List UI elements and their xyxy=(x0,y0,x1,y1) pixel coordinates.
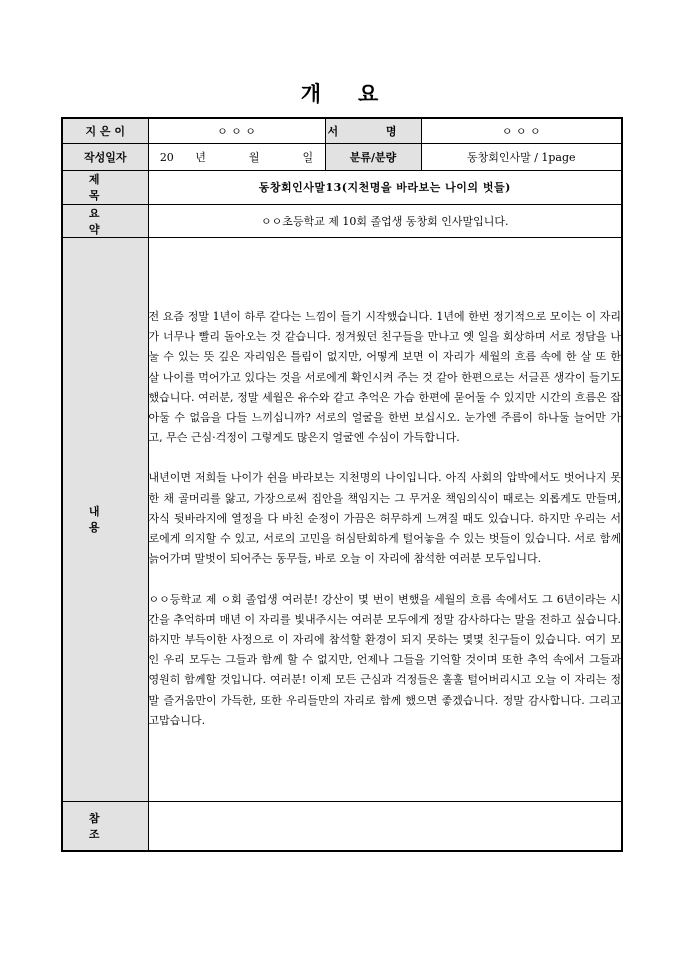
content-row xyxy=(62,237,622,801)
date-label: 작성일자 xyxy=(62,143,148,170)
category-label: 분류/분량 xyxy=(325,143,421,170)
subject-row xyxy=(62,170,622,204)
reference-label: 참 조 xyxy=(62,801,148,851)
content-paragraph-1: 전 요즘 정말 1년이 하루 같다는 느낌이 들기 시작했습니다. 1년에 한번 정기적으로 모이는 이 자리가 너무나 빨리 돌아오는 것 같습니다. 정겨웠던 친구들을 만나고 옛 일을 회상하며 서로 정담을 나눌 수 있는 뜻 깊은 자리임은 틀림이 없지만, 어떻게 보면 이 자리가 세월의 흐름 속에 한 살 또 한 살 나이를 먹어가고 있다는 것을 서로에게 확인시켜 주는 것 같아 한편으로는 서글픈 생각이 들기도 했습니다. 여러분, 정말 세월은 유수와 같고 추억은 가슴 한편에 묻어둘 수 있지만 시간의 흐름은 잡아둘 수 없음을 다들 느끼십니까? 서로의 얼굴을 한번 보십시오. 눈가엔 주름이 하나둘 늘어만 가고, 무슨 근심·걱정이 그렇게도 많은지 얼굴엔 수심이 가득합니다. xyxy=(148,310,621,445)
page-title xyxy=(0,78,680,108)
page-title-char-2: 요 xyxy=(358,81,380,106)
content-paragraph-3: ㅇㅇ등학교 제 ㅇ회 졸업생 여러분! 강산이 몇 번이 변했을 세월의 흐름 속에서도 그 6년이라는 시간을 추억하며 매년 이 자리를 빛내주시는 여러분 모두에게 정말 감사하다는 말을 전하고 싶습니다. 하지만 부득이한 사정으로 이 자리에 참석할 환경이 되지 못하는 몇몇 친구들이 있습니다. 여기 모인 우리 모두는 그들과 함께 할 수 없지만, 언제나 그들을 기억할 것이며 또한 추억 속에서 그들과 영원히 함께할 것입니다. 여러분! 이제 모든 근심과 걱정들은 훌훌 털어버리시고 오늘 이 자리는 정말 즐거움만이 가득한, 또한 우리들만의 자리로 함께 했으면 좋겠습니다. 정말 감사합니다. 그리고 고맙습니다. xyxy=(148,592,621,727)
subject-label: 제 목 xyxy=(62,170,148,204)
content-body xyxy=(148,237,622,801)
reference-row xyxy=(62,801,622,851)
summary-row xyxy=(62,204,622,237)
category-value: 동창회인사말 / 1page xyxy=(421,143,622,170)
summary-value: ㅇㅇ초등학교 제 10회 졸업생 동창회 인사말입니다. xyxy=(148,204,622,237)
content-label: 내 용 xyxy=(62,237,148,801)
date-row xyxy=(62,143,622,170)
reference-value xyxy=(148,801,622,851)
author-value: ㅇ ㅇ ㅇ xyxy=(148,118,325,143)
author-row xyxy=(62,118,622,143)
author-label: 지 은 이 xyxy=(62,118,148,143)
date-value: 20 년 월 일 xyxy=(148,143,325,170)
page-title-char-1: 개 xyxy=(300,81,322,106)
signature-value: ㅇ ㅇ ㅇ xyxy=(421,118,622,143)
signature-label: 서 명 xyxy=(325,118,421,143)
overview-form-table xyxy=(61,117,623,852)
subject-value: 동창회인사말13(지천명을 바라보는 나이의 벗들) xyxy=(148,170,622,204)
summary-label: 요 약 xyxy=(62,204,148,237)
content-paragraph-2: 내년이면 저희들 나이가 쉰을 바라보는 지천명의 나이입니다. 아직 사회의 압박에서도 벗어나지 못한 채 골머리를 앓고, 가장으로써 집안을 책임지는 그 무거운 책임의식이 때로는 외롭게도 만들며, 자식 뒷바라지에 열정을 다 바친 순정이 가끔은 허무하게 느껴질 때도 있습니다. 하지만 우리는 서로에게 의지할 수 있고, 서로의 고민을 허심탄회하게 털어놓을 수 있는 벗들이 있습니다. 서로 함께 늙어가며 말벗이 되어주는 동무들, 바로 오늘 이 자리에 참석한 여러분 모두입니다. xyxy=(148,471,621,566)
